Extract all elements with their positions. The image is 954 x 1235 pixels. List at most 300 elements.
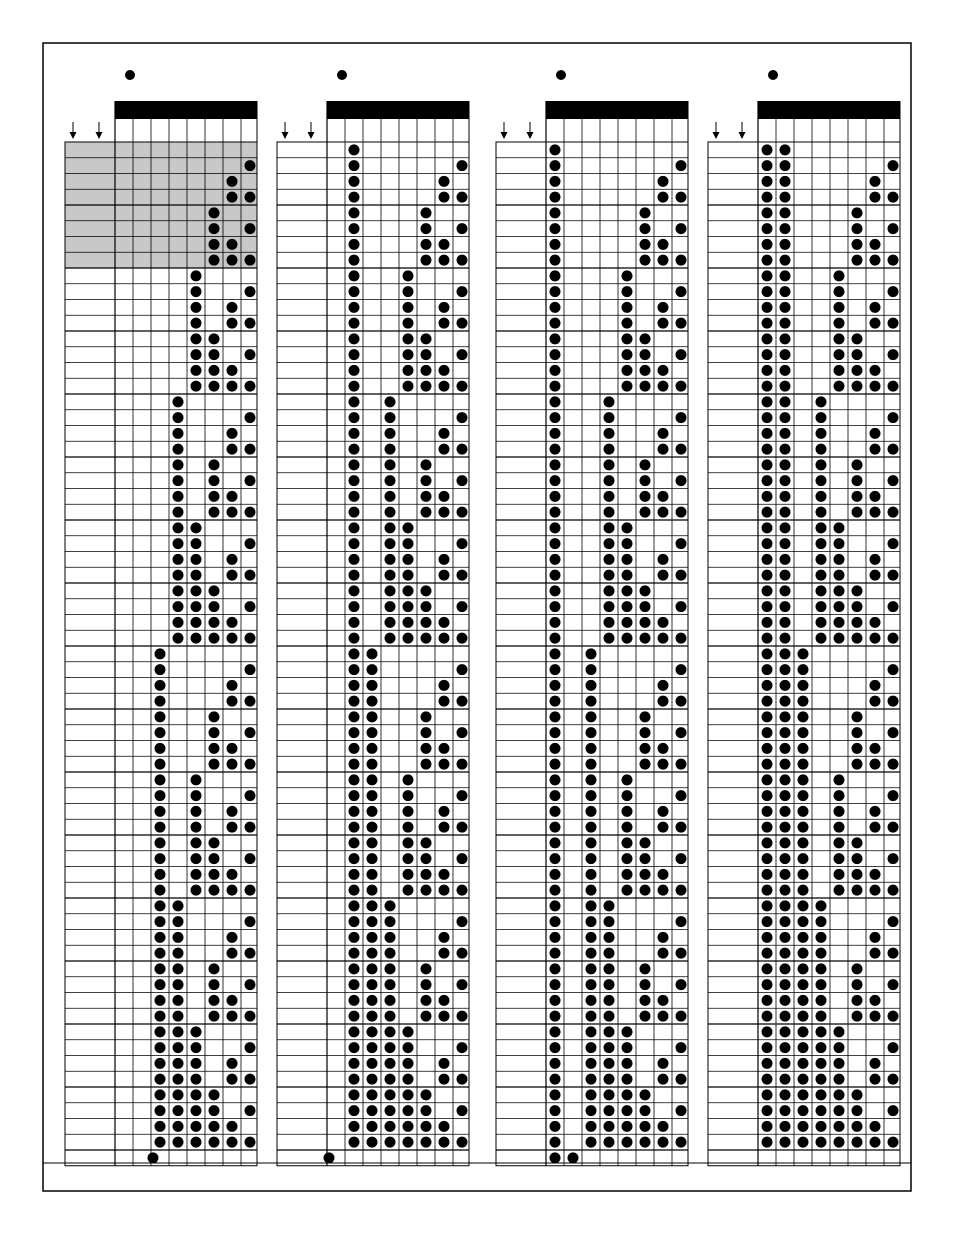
setting-dot	[227, 255, 238, 266]
setting-dot	[834, 1074, 845, 1085]
setting-dot	[155, 885, 166, 896]
setting-dot	[798, 853, 809, 864]
setting-dot	[550, 995, 561, 1006]
setting-dot	[227, 554, 238, 565]
setting-dot	[227, 318, 238, 329]
setting-dot	[349, 302, 360, 313]
setting-dot	[870, 1074, 881, 1085]
setting-dot	[870, 806, 881, 817]
setting-dot	[888, 727, 899, 738]
setting-dot	[762, 727, 773, 738]
setting-dot	[780, 318, 791, 329]
setting-dot	[550, 554, 561, 565]
setting-dot	[780, 1105, 791, 1116]
setting-dot	[403, 822, 414, 833]
down-arrow-icon	[713, 132, 720, 139]
setting-dot	[798, 979, 809, 990]
setting-dot	[586, 932, 597, 943]
setting-dot	[676, 727, 687, 738]
setting-dot	[780, 522, 791, 533]
setting-dot	[349, 491, 360, 502]
setting-dot	[888, 1074, 899, 1085]
setting-dot	[762, 522, 773, 533]
setting-dot	[385, 1137, 396, 1148]
setting-dot	[349, 822, 360, 833]
setting-dot	[870, 444, 881, 455]
setting-dot	[762, 680, 773, 691]
setting-dot	[586, 837, 597, 848]
setting-dot	[349, 475, 360, 486]
setting-dot	[349, 286, 360, 297]
end-row-dot	[324, 1152, 335, 1163]
setting-dot	[640, 207, 651, 218]
setting-dot	[403, 790, 414, 801]
setting-dot	[816, 475, 827, 486]
setting-dot	[586, 900, 597, 911]
setting-dot	[403, 349, 414, 360]
setting-dot	[367, 885, 378, 896]
setting-dot	[227, 680, 238, 691]
setting-dot	[622, 1089, 633, 1100]
setting-dot	[834, 853, 845, 864]
setting-dot	[640, 995, 651, 1006]
setting-dot	[457, 759, 468, 770]
setting-dot	[385, 1058, 396, 1069]
setting-dot	[762, 491, 773, 502]
setting-dot	[888, 948, 899, 959]
setting-dot	[550, 963, 561, 974]
setting-dot	[245, 318, 256, 329]
setting-dot	[173, 522, 184, 533]
setting-dot	[439, 176, 450, 187]
setting-dot	[421, 1121, 432, 1132]
setting-dot	[349, 759, 360, 770]
setting-dot	[762, 1121, 773, 1132]
setting-dot	[834, 554, 845, 565]
setting-dot	[658, 948, 669, 959]
setting-dot	[834, 318, 845, 329]
setting-dot	[457, 822, 468, 833]
setting-dot	[550, 333, 561, 344]
setting-dot	[798, 680, 809, 691]
setting-dot	[209, 1121, 220, 1132]
setting-dot	[622, 1105, 633, 1116]
setting-dot	[349, 270, 360, 281]
setting-dot	[227, 617, 238, 628]
setting-dot	[227, 302, 238, 313]
setting-dot	[586, 853, 597, 864]
switch-header-bar	[327, 101, 469, 119]
setting-dot	[676, 916, 687, 927]
setting-dot	[640, 759, 651, 770]
setting-dot	[349, 664, 360, 675]
setting-dot	[640, 1011, 651, 1022]
setting-dot	[209, 727, 220, 738]
setting-dot	[421, 1011, 432, 1022]
setting-dot	[870, 869, 881, 880]
setting-dot	[798, 995, 809, 1006]
setting-dot	[798, 743, 809, 754]
setting-dot	[780, 412, 791, 423]
setting-dot	[762, 192, 773, 203]
setting-dot	[816, 1042, 827, 1053]
setting-dot	[676, 160, 687, 171]
setting-dot	[888, 381, 899, 392]
setting-dot	[245, 822, 256, 833]
setting-dot	[586, 916, 597, 927]
setting-dot	[550, 885, 561, 896]
setting-dot	[173, 1042, 184, 1053]
setting-dot	[209, 255, 220, 266]
setting-dot	[676, 255, 687, 266]
setting-dot	[762, 255, 773, 266]
setting-dot	[421, 207, 432, 218]
setting-dot	[870, 239, 881, 250]
setting-dot	[622, 1042, 633, 1053]
setting-dot	[457, 381, 468, 392]
setting-dot	[852, 381, 863, 392]
setting-dot	[367, 1011, 378, 1022]
setting-dot	[439, 822, 450, 833]
setting-dot	[421, 885, 432, 896]
setting-dot	[439, 995, 450, 1006]
setting-dot	[816, 633, 827, 644]
setting-dot	[604, 916, 615, 927]
setting-dot	[550, 160, 561, 171]
setting-dot	[349, 381, 360, 392]
setting-dot	[550, 680, 561, 691]
setting-dot	[403, 318, 414, 329]
setting-dot	[658, 239, 669, 250]
setting-dot	[550, 696, 561, 707]
setting-dot	[550, 144, 561, 155]
setting-dot	[403, 302, 414, 313]
setting-dot	[604, 507, 615, 518]
setting-dot	[367, 995, 378, 1006]
setting-dot	[439, 444, 450, 455]
setting-dot	[403, 270, 414, 281]
down-arrow-icon	[308, 132, 315, 139]
setting-dot	[640, 727, 651, 738]
setting-dot	[852, 995, 863, 1006]
setting-dot	[780, 585, 791, 596]
setting-dot	[640, 1121, 651, 1132]
setting-dot	[173, 979, 184, 990]
setting-dot	[227, 932, 238, 943]
setting-dot	[762, 176, 773, 187]
setting-dot	[421, 711, 432, 722]
setting-dot	[658, 554, 669, 565]
setting-dot	[676, 475, 687, 486]
setting-dot	[816, 1121, 827, 1132]
setting-dot	[209, 381, 220, 392]
setting-dot	[385, 396, 396, 407]
setting-dot	[403, 381, 414, 392]
setting-dot	[439, 255, 450, 266]
setting-dot	[658, 318, 669, 329]
setting-dot	[586, 743, 597, 754]
setting-dot	[191, 302, 202, 313]
setting-dot	[852, 255, 863, 266]
setting-dot	[349, 192, 360, 203]
setting-dot	[676, 286, 687, 297]
setting-dot	[852, 333, 863, 344]
setting-dot	[155, 1137, 166, 1148]
setting-dot	[367, 948, 378, 959]
setting-dot	[780, 176, 791, 187]
setting-dot	[457, 570, 468, 581]
setting-dot	[658, 491, 669, 502]
setting-dot	[780, 570, 791, 581]
setting-dot	[191, 365, 202, 376]
setting-dot	[209, 885, 220, 896]
setting-dot	[834, 633, 845, 644]
setting-dot	[888, 255, 899, 266]
setting-dot	[622, 318, 633, 329]
setting-dot	[780, 1058, 791, 1069]
setting-dot	[762, 963, 773, 974]
setting-dot	[245, 916, 256, 927]
setting-dot	[173, 617, 184, 628]
setting-dot	[209, 759, 220, 770]
setting-dot	[550, 633, 561, 644]
setting-dot	[640, 1089, 651, 1100]
setting-dot	[870, 995, 881, 1006]
setting-dot	[209, 963, 220, 974]
setting-dot	[870, 885, 881, 896]
setting-dot	[762, 1137, 773, 1148]
setting-dot	[658, 932, 669, 943]
setting-dot	[816, 396, 827, 407]
setting-dot	[816, 412, 827, 423]
setting-dot	[550, 444, 561, 455]
setting-dot	[586, 680, 597, 691]
setting-dot	[762, 617, 773, 628]
setting-dot	[155, 759, 166, 770]
setting-dot	[676, 223, 687, 234]
setting-dot	[550, 979, 561, 990]
setting-dot	[439, 365, 450, 376]
setting-dot	[550, 365, 561, 376]
setting-dot	[604, 979, 615, 990]
setting-dot	[349, 979, 360, 990]
setting-dot	[550, 412, 561, 423]
setting-dot	[245, 759, 256, 770]
setting-dot	[798, 1137, 809, 1148]
setting-dot	[604, 1137, 615, 1148]
setting-dot	[349, 900, 360, 911]
setting-dot	[550, 396, 561, 407]
setting-dot	[245, 1011, 256, 1022]
setting-dot	[762, 381, 773, 392]
setting-dot	[421, 963, 432, 974]
setting-dot	[349, 396, 360, 407]
setting-dot	[586, 774, 597, 785]
setting-dot	[816, 916, 827, 927]
setting-dot	[676, 664, 687, 675]
setting-dot	[349, 680, 360, 691]
setting-dot	[439, 1137, 450, 1148]
setting-dot	[227, 995, 238, 1006]
block-3	[496, 70, 688, 1166]
setting-dot	[780, 554, 791, 565]
setting-dot	[227, 1121, 238, 1132]
setting-dot	[421, 459, 432, 470]
setting-dot	[780, 759, 791, 770]
setting-dot	[209, 207, 220, 218]
setting-dot	[155, 1042, 166, 1053]
setting-dot	[762, 302, 773, 313]
setting-dot	[762, 869, 773, 880]
setting-dot	[604, 1042, 615, 1053]
setting-dot	[367, 853, 378, 864]
setting-dot	[209, 349, 220, 360]
setting-dot	[155, 1089, 166, 1100]
setting-dot	[403, 1042, 414, 1053]
heading-marker-icon	[768, 70, 778, 80]
setting-dot	[385, 979, 396, 990]
setting-dot	[173, 507, 184, 518]
setting-dot	[173, 444, 184, 455]
setting-dot	[640, 507, 651, 518]
setting-dot	[622, 538, 633, 549]
setting-dot	[816, 963, 827, 974]
setting-dot	[816, 491, 827, 502]
setting-dot	[349, 916, 360, 927]
setting-dot	[780, 932, 791, 943]
setting-dot	[245, 790, 256, 801]
setting-dot	[586, 759, 597, 770]
setting-dot	[762, 207, 773, 218]
setting-dot	[209, 617, 220, 628]
setting-dot	[888, 412, 899, 423]
setting-dot	[586, 806, 597, 817]
setting-dot	[780, 727, 791, 738]
setting-dot	[385, 916, 396, 927]
setting-dot	[676, 601, 687, 612]
setting-dot	[658, 633, 669, 644]
setting-dot	[870, 948, 881, 959]
setting-dot	[676, 696, 687, 707]
setting-dot	[780, 1026, 791, 1037]
setting-dot	[457, 192, 468, 203]
setting-dot	[870, 302, 881, 313]
setting-dot	[209, 585, 220, 596]
setting-dot	[816, 1011, 827, 1022]
setting-dot	[385, 538, 396, 549]
setting-dot	[227, 1011, 238, 1022]
setting-dot	[888, 1011, 899, 1022]
setting-dot	[780, 979, 791, 990]
setting-dot	[349, 806, 360, 817]
setting-dot	[816, 1074, 827, 1085]
setting-dot	[403, 1137, 414, 1148]
setting-dot	[191, 1137, 202, 1148]
setting-dot	[349, 444, 360, 455]
setting-dot	[780, 333, 791, 344]
setting-dot	[762, 932, 773, 943]
setting-dot	[457, 412, 468, 423]
setting-dot	[798, 1026, 809, 1037]
setting-dot	[403, 1089, 414, 1100]
setting-dot	[762, 349, 773, 360]
setting-dot	[834, 837, 845, 848]
setting-dot	[816, 1058, 827, 1069]
setting-dot	[658, 743, 669, 754]
setting-dot	[816, 1105, 827, 1116]
setting-dot	[762, 412, 773, 423]
setting-dot	[367, 869, 378, 880]
setting-dot	[780, 207, 791, 218]
setting-dot	[349, 1011, 360, 1022]
setting-dot	[457, 1105, 468, 1116]
setting-dot	[852, 1137, 863, 1148]
setting-dot	[888, 601, 899, 612]
setting-dot	[586, 963, 597, 974]
setting-dot	[155, 979, 166, 990]
setting-dot	[762, 554, 773, 565]
setting-dot	[155, 696, 166, 707]
setting-dot	[870, 381, 881, 392]
setting-dot	[439, 554, 450, 565]
setting-dot	[403, 633, 414, 644]
setting-dot	[780, 491, 791, 502]
setting-dot	[155, 1121, 166, 1132]
setting-dot	[421, 475, 432, 486]
setting-dot	[762, 1105, 773, 1116]
setting-dot	[762, 806, 773, 817]
switch-header-bar	[758, 101, 900, 119]
setting-dot	[658, 1137, 669, 1148]
setting-dot	[622, 585, 633, 596]
setting-dot	[870, 743, 881, 754]
setting-dot	[658, 1074, 669, 1085]
setting-dot	[762, 428, 773, 439]
setting-dot	[658, 759, 669, 770]
setting-dot	[349, 1089, 360, 1100]
setting-dot	[245, 1074, 256, 1085]
setting-dot	[349, 1026, 360, 1037]
setting-dot	[780, 774, 791, 785]
setting-dot	[604, 459, 615, 470]
setting-dot	[622, 270, 633, 281]
setting-dot	[762, 664, 773, 675]
setting-dot	[367, 979, 378, 990]
setting-dot	[550, 932, 561, 943]
setting-dot	[658, 1011, 669, 1022]
setting-dot	[780, 381, 791, 392]
setting-dot	[245, 444, 256, 455]
setting-dot	[550, 648, 561, 659]
setting-dot	[852, 853, 863, 864]
setting-dot	[209, 475, 220, 486]
setting-dot	[586, 948, 597, 959]
setting-dot	[550, 1105, 561, 1116]
setting-dot	[173, 916, 184, 927]
setting-dot	[604, 491, 615, 502]
setting-dot	[640, 633, 651, 644]
setting-dot	[550, 1011, 561, 1022]
setting-dot	[816, 995, 827, 1006]
setting-dot	[640, 617, 651, 628]
setting-dot	[550, 664, 561, 675]
setting-dot	[550, 853, 561, 864]
setting-dot	[888, 822, 899, 833]
setting-dot	[852, 1089, 863, 1100]
setting-dot	[888, 570, 899, 581]
setting-dot	[349, 239, 360, 250]
setting-dot	[403, 869, 414, 880]
